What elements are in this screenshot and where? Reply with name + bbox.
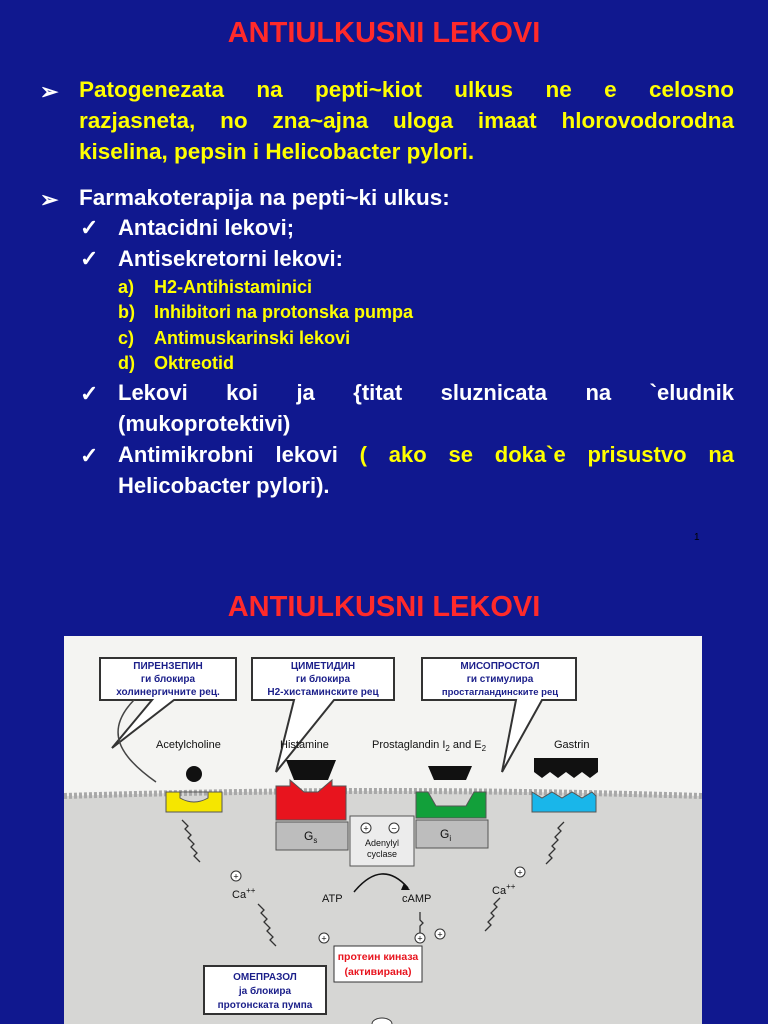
gi-protein — [416, 820, 488, 848]
bullet-2-text: Farmakoterapija na pepti~ki ulkus: — [79, 185, 450, 210]
check-4-white: Antimikrobni lekovi — [118, 442, 338, 467]
bullet-1-line-1: Patogenezata na pepti~kiot ulkus ne e celosno — [79, 77, 734, 102]
plus-sign: + — [517, 867, 523, 878]
plus-sign: + — [363, 823, 369, 834]
plus-sign: + — [437, 929, 443, 940]
sub-item-text: Oktreotid — [154, 353, 235, 373]
plus-sign: + — [417, 933, 423, 944]
sub-item-text: Antimuskarinski lekovi — [154, 328, 351, 348]
prostaglandin-text: Prostaglandin I — [372, 739, 446, 751]
sub-item-label: d) — [118, 353, 135, 373]
acetylcholine-label: Acetylcholine — [156, 739, 221, 751]
sub-item-label: a) — [118, 277, 135, 297]
check-item-antimicrobial — [118, 439, 734, 501]
diagram-svg — [64, 636, 702, 1024]
slide-1-title: ANTIULKUSNI LEKOVI — [227, 17, 541, 49]
misoprostol-line-3: простагландинските рец — [441, 687, 559, 698]
check-3-line-1: Lekovi koi ja {titat sluznicata na `eludnik — [118, 380, 734, 405]
slide-2-title: ANTIULKUSNI LEKOVI — [227, 591, 541, 623]
ca-right-sup: ++ — [506, 882, 516, 891]
cimetidin-line-1: ЦИМЕТИДИН — [290, 661, 356, 672]
sub-item-b — [118, 302, 413, 323]
checkmark-icon: ✓ — [80, 246, 99, 271]
cimetidin-line-2: ги блокира — [295, 674, 351, 685]
check-item-mucoprotective — [118, 377, 734, 439]
cimetidin-callout — [252, 658, 394, 772]
slide-2 — [0, 558, 768, 1024]
atp-label: ATP — [322, 893, 343, 905]
gs-subscript: s — [313, 836, 318, 845]
cyclase-label: cyclase — [366, 849, 398, 859]
check-item-antisecretory: Antisekretorni lekovi: — [118, 246, 343, 271]
omeprazol-line-3: протонската пумпа — [217, 1000, 313, 1011]
check-4-line-1 — [118, 439, 734, 470]
arrow-bullet-icon: ➢ — [40, 79, 59, 104]
sub-item-c — [118, 328, 350, 349]
minus-sign: − — [391, 823, 397, 834]
checkmark-icon: ✓ — [80, 215, 99, 240]
protein-kinase-line-2: (активирана) — [344, 966, 412, 978]
cimetidin-line-3: H2-хистаминските рец — [267, 687, 379, 698]
arrow-bullet-icon: ➢ — [40, 187, 59, 212]
omeprazol-line-1: ОМЕПРАЗОЛ — [233, 972, 297, 983]
protein-kinase-line-1: протеин киназа — [337, 951, 419, 963]
checkmark-icon: ✓ — [80, 381, 99, 406]
gi-text: G — [440, 827, 450, 841]
sub-item-d — [118, 353, 234, 374]
pirenzepin-line-1: ПИРЕНЗЕПИН — [133, 661, 203, 672]
prostaglandin-and: and E — [449, 739, 482, 751]
sub-item-text: Inhibitori na protonska pumpa — [154, 302, 414, 322]
gs-text: G — [304, 829, 314, 843]
page-number: 1 — [694, 532, 700, 543]
omeprazol-line-2: ја блокира — [238, 986, 292, 997]
acetylcholine-molecule — [186, 766, 202, 782]
sub-item-label: c) — [118, 328, 135, 348]
bullet-1-text — [79, 74, 734, 167]
histamine-molecule — [286, 760, 336, 780]
gi-subscript: i — [449, 834, 452, 843]
pirenzepin-line-3: холинергичните рец. — [116, 687, 220, 698]
ca-left-text: Ca — [232, 889, 247, 901]
parietal-cell-diagram — [64, 636, 702, 1024]
pirenzepin-line-2: ги блокира — [140, 674, 196, 685]
prostaglandin-label — [372, 739, 487, 753]
sub-item-label: b) — [118, 302, 135, 322]
histamine-label: Histamine — [280, 739, 329, 751]
check-3-line-2: (mukoprotektivi) — [118, 411, 291, 436]
check-4-line-2: Helicobacter pylori). — [118, 473, 330, 498]
adenylyl-label: Adenylyl — [364, 838, 400, 848]
prostaglandin-sub-2: 2 — [481, 744, 487, 753]
sub-item-a — [118, 277, 312, 298]
checkmark-icon: ✓ — [80, 443, 99, 468]
gastrin-molecule — [534, 758, 598, 778]
misoprostol-callout — [422, 658, 576, 772]
check-item-antacid: Antacidni lekovi; — [118, 215, 295, 240]
ca-left-sup: ++ — [246, 886, 256, 895]
check-4-yellow: ( ako se doka`e prisustvo na — [359, 442, 734, 467]
pirenzepin-callout — [100, 658, 236, 782]
misoprostol-line-2: ги стимулира — [466, 674, 534, 685]
histamine-receptor — [276, 780, 346, 820]
plus-sign: + — [233, 871, 239, 882]
plus-sign: + — [321, 933, 327, 944]
misoprostol-line-1: МИСОПРОСТОЛ — [460, 661, 540, 672]
gastrin-label: Gastrin — [554, 739, 590, 751]
bullet-1-line-3: kiselina, pepsin i Helicobacter pylori. — [79, 139, 475, 164]
ca-right-text: Ca — [492, 885, 507, 897]
sub-item-text: H2-Antihistaminici — [154, 277, 313, 297]
bullet-1-line-2: razjasneta, no zna~ajna uloga imaat hlorovodorodna — [79, 108, 734, 133]
camp-label: cAMP — [402, 893, 432, 905]
prostaglandin-molecule — [428, 766, 472, 780]
prostaglandin-sub-1: 2 — [445, 744, 450, 753]
